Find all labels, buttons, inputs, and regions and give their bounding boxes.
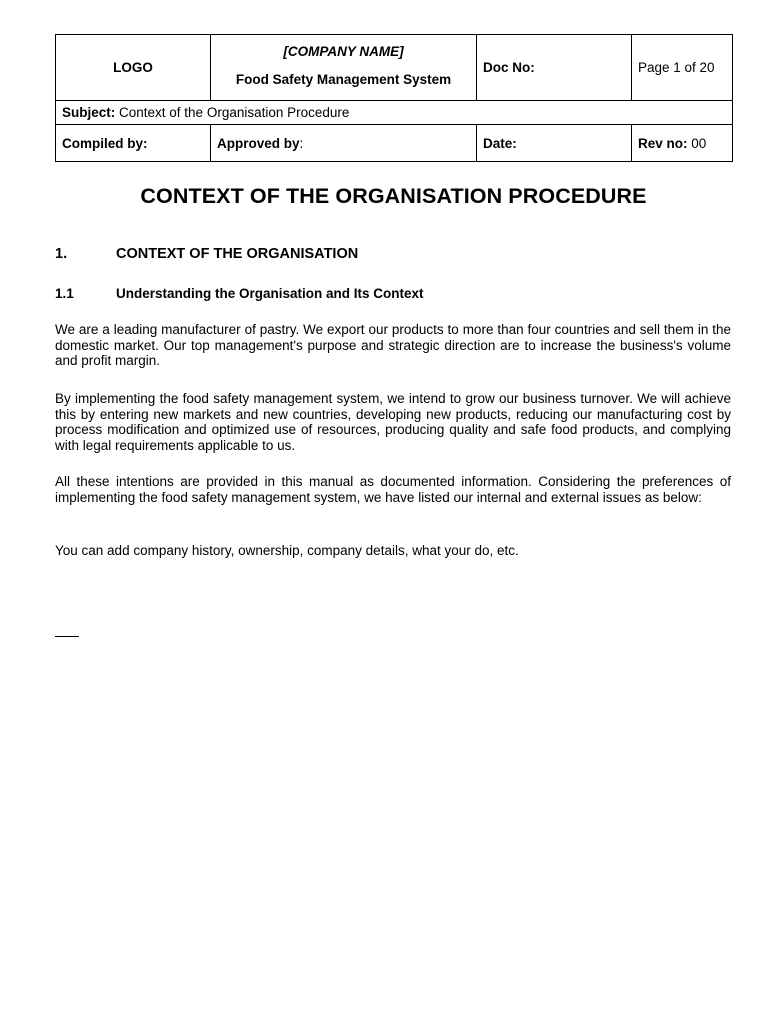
section-number: 1. [55,246,68,262]
rev-no-label: Rev no: [638,135,688,151]
doc-no-cell [477,35,632,101]
compiled-by-cell [56,125,211,162]
document-title: CONTEXT OF THE ORGANISATION PROCEDURE [140,184,647,208]
logo-cell [56,35,211,101]
approved-by-cell [211,125,477,162]
paragraph: You can add company history, ownership, company details, what your do, etc. [55,543,519,558]
section-heading-1 [55,246,358,262]
subject-cell [56,101,733,125]
page-info: Page 1 of 20 [638,60,715,75]
logo-placeholder: LOGO [113,60,153,75]
compiled-by-label: Compiled by: [62,135,148,151]
subsection-title: Understanding the Organisation and Its Context [116,286,424,301]
subject-value: Context of the Organisation Procedure [115,105,350,120]
paragraph: We are a leading manufacturer of pastry. We export our products to more than four countries and sell them in the domestic market. Our top management's purpose and strategic direction are to increase the business's volume and profit margin. [55,322,731,368]
page-info-cell [632,35,733,101]
subsection-number: 1.1 [55,286,74,301]
rev-no-cell [632,125,733,162]
system-name: Food Safety Management System [235,72,452,87]
section-title: CONTEXT OF THE ORGANISATION [116,246,359,262]
company-name: [COMPANY NAME] [283,44,404,59]
date-cell [477,125,632,162]
rev-no-value: 00 [687,135,707,151]
company-cell [211,35,477,101]
approved-by-colon: : [299,135,304,151]
document-header-table [55,34,733,162]
paragraph: By implementing the food safety management system, we intend to grow our business turnover. We will achieve this by entering new markets and new countries, developing new products, reducing our manufacturing cost by process modification and optimized use of resources, producing quality and safe food products, and complying with legal requirements applicable to us. [55,391,731,453]
subject-label: Subject: [62,105,116,120]
doc-no-label: Doc No: [483,60,535,75]
paragraph: All these intentions are provided in this manual as documented information. Considering the preferences of implementing the food safety management system, we have listed our internal and external issues as below: [55,474,731,505]
footnote-separator [55,636,79,637]
section-heading-1-1 [55,286,424,301]
date-label: Date: [483,135,517,151]
approved-by-label: Approved by [217,135,300,151]
